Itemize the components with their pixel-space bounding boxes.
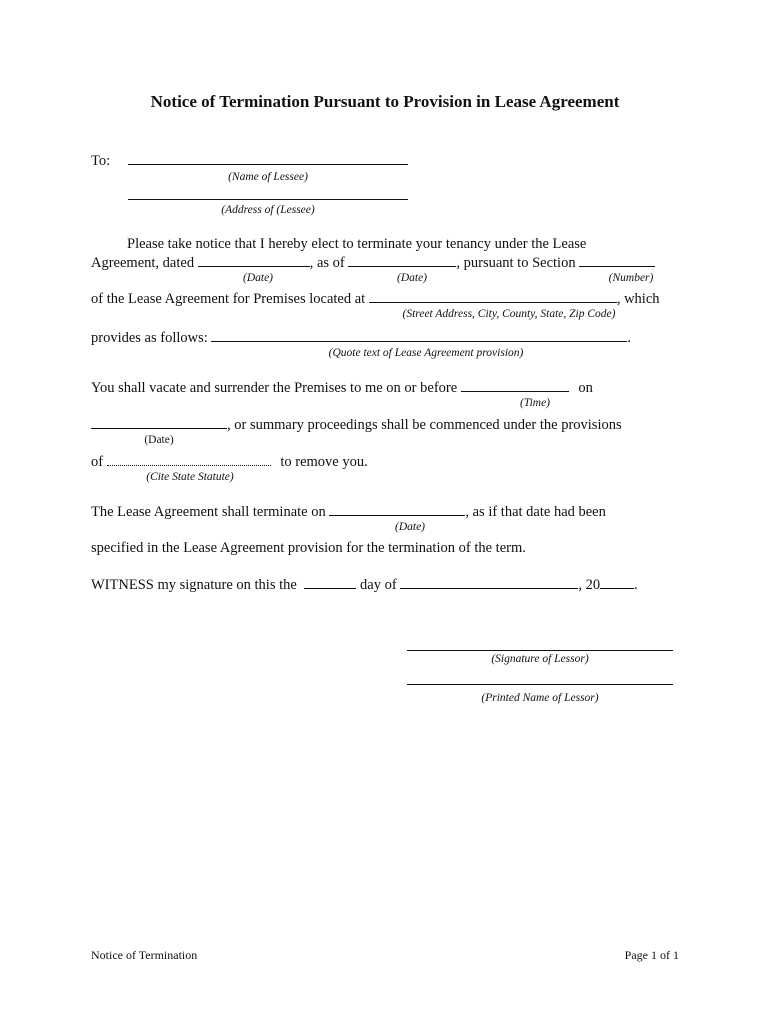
date-caption-2: (Date) (396, 272, 427, 284)
cite-statute-caption: (Cite State Statute) (146, 471, 234, 483)
terminate-on-text: The Lease Agreement shall terminate on (91, 504, 326, 520)
paragraph2-line3 (91, 452, 368, 471)
year-prefix-text: , 20 (578, 577, 601, 593)
termination-date-blank[interactable] (329, 502, 465, 516)
premises-located-text: of the Lease Agreement for Premises located at (91, 291, 366, 307)
premises-address-blank[interactable] (369, 289, 617, 303)
name-of-lessee-caption: (Name of Lessee) (228, 171, 308, 183)
state-statute-blank[interactable] (107, 452, 271, 466)
paragraph1-line4 (91, 328, 631, 347)
time-caption: (Time) (519, 397, 551, 409)
paragraph1-line1: Please take notice that I hereby elect to terminate your tenancy under the Lease (127, 236, 587, 252)
date-caption-3: (Date) (144, 434, 174, 446)
number-caption: (Number) (608, 272, 654, 284)
paragraph2-line2 (91, 415, 622, 434)
witness-year-blank[interactable] (600, 575, 634, 589)
witness-month-blank[interactable] (400, 575, 578, 589)
lessee-address-line[interactable] (128, 199, 408, 200)
paragraph1-line2 (91, 253, 655, 272)
date-caption-4: (Date) (394, 521, 425, 533)
section-number-blank[interactable] (579, 253, 655, 267)
witness-line (91, 575, 638, 594)
signature-caption: (Signature of Lessor) (491, 653, 589, 665)
which-text: , which (616, 291, 660, 307)
lessee-name-line[interactable] (128, 164, 408, 165)
witness-day-blank[interactable] (304, 575, 356, 589)
paragraph3-line1 (91, 502, 606, 521)
to-remove-you-text: to remove you. (280, 454, 368, 470)
footer-title: Notice of Termination (91, 948, 198, 962)
provision-quote-blank[interactable] (211, 328, 627, 342)
date-caption-1: (Date) (242, 272, 273, 284)
day-of-text: day of (360, 577, 397, 593)
as-of-text: , as of (309, 255, 345, 271)
as-of-date-blank[interactable] (348, 253, 456, 267)
vacate-date-blank[interactable] (91, 415, 227, 429)
period-text: . (627, 330, 632, 346)
paragraph3-line2: specified in the Lease Agreement provision for the termination of the term. (91, 540, 526, 556)
witness-period-text: . (634, 577, 638, 593)
provides-as-follows-text: provides as follows: (91, 330, 208, 346)
agreement-dated-text: Agreement, dated (91, 255, 195, 271)
vacate-time-blank[interactable] (461, 378, 569, 392)
printed-name-caption: (Printed Name of Lessor) (481, 692, 599, 704)
summary-proceedings-text: , or summary proceedings shall be commenced under the provisions (227, 417, 622, 433)
pursuant-to-section-text: , pursuant to Section (456, 255, 576, 271)
document-title: Notice of Termination Pursuant to Provision in Lease Agreement (150, 92, 620, 111)
signature-line[interactable] (407, 650, 673, 651)
page-number: Page 1 of 1 (624, 948, 679, 962)
paragraph1-line3 (91, 289, 660, 308)
street-address-caption: (Street Address, City, County, State, Zip Code) (402, 308, 616, 320)
as-if-text: , as if that date had been (465, 504, 606, 520)
of-text: of (91, 454, 104, 470)
on-text: on (578, 380, 593, 396)
quote-text-caption: (Quote text of Lease Agreement provision) (328, 347, 524, 359)
paragraph2-line1 (91, 378, 593, 397)
to-label: To: (91, 153, 111, 169)
vacate-text: You shall vacate and surrender the Premises to me on or before (91, 380, 458, 396)
address-of-lessee-caption: (Address of (Lessee) (221, 204, 315, 216)
agreement-date-blank[interactable] (198, 253, 310, 267)
printed-name-line[interactable] (407, 684, 673, 685)
witness-text: WITNESS my signature on this the (91, 577, 297, 593)
